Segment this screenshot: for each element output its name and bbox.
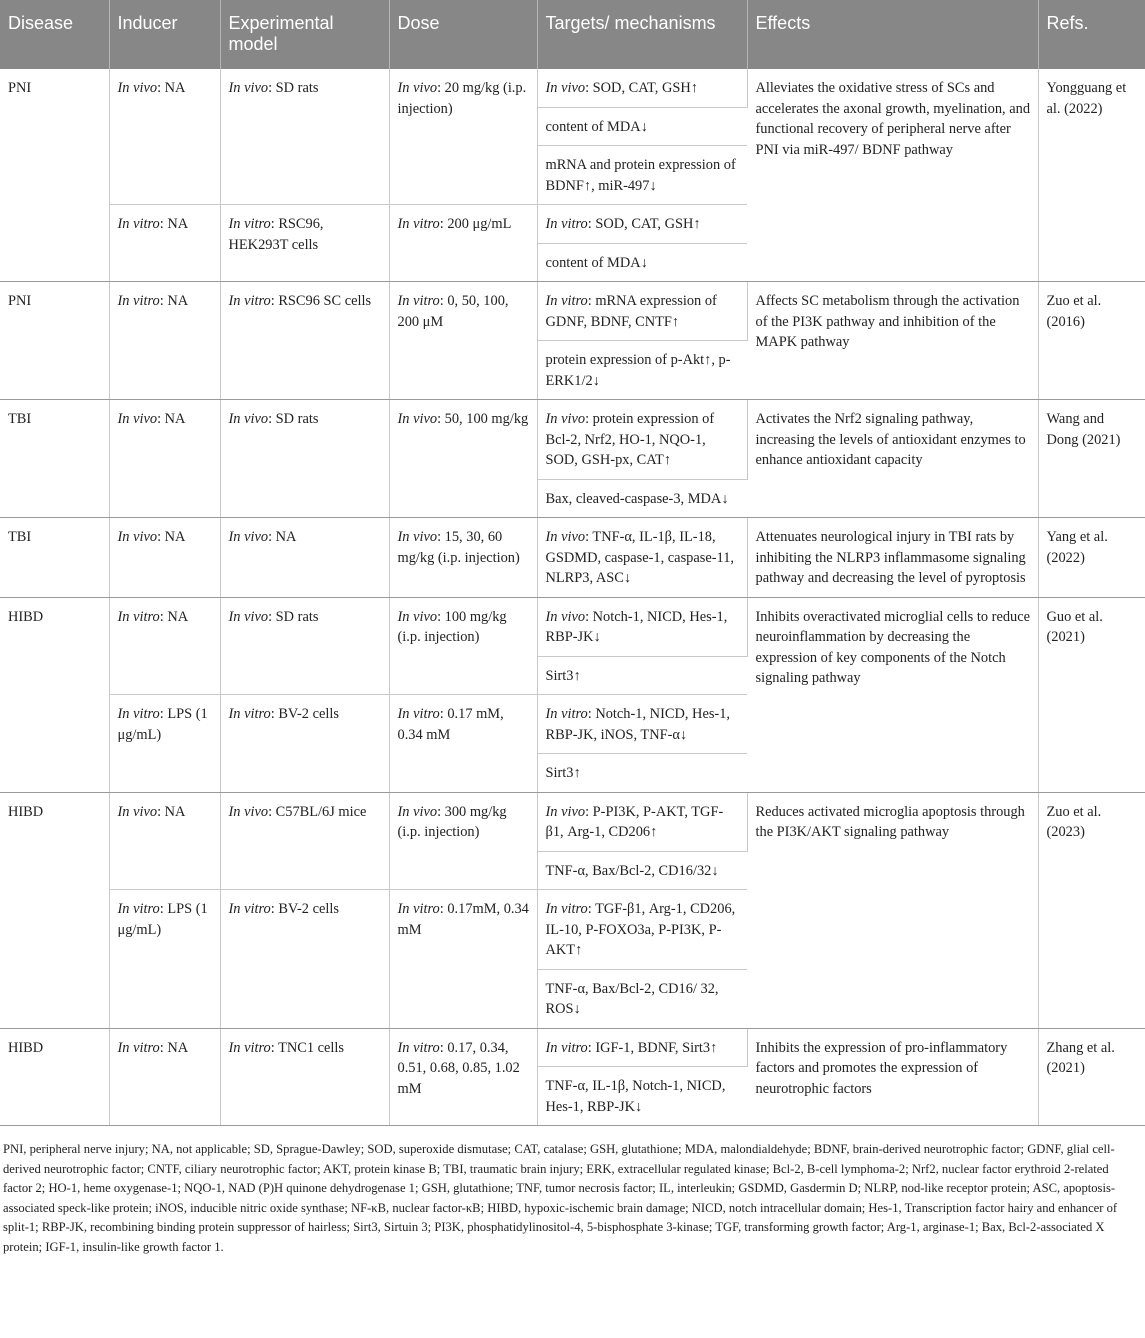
targets-cell	[537, 479, 747, 518]
model-prefix: In vitro	[228, 216, 271, 232]
targets-prefix: In vivo	[545, 411, 586, 427]
dose-prefix: In vitro	[397, 901, 440, 917]
disease-text: HIBD	[8, 608, 44, 625]
model-prefix: In vivo	[228, 529, 269, 545]
disease-cell	[0, 518, 109, 598]
disease-text: PNI	[8, 293, 32, 309]
refs-cell	[1038, 518, 1145, 598]
inducer-cell	[109, 695, 220, 793]
targets-text: : TGF-β1, Arg-1, CD206, IL-10, P-FOXO3a, P-PI3K, P-AKT↑	[545, 901, 736, 958]
header-row	[0, 0, 1145, 69]
inducer-text: : NA	[157, 803, 186, 820]
dose-cell	[389, 518, 537, 598]
targets-cell	[537, 597, 747, 656]
effects-cell	[747, 597, 1038, 792]
model-text: : C57BL/6J mice	[268, 803, 367, 820]
disease-cell	[0, 792, 109, 1028]
dose-prefix: In vivo	[397, 529, 438, 545]
targets-cell	[537, 792, 747, 851]
targets-text: content of MDA↓	[545, 118, 648, 135]
refs-text: Zuo et al. (2016)	[1046, 293, 1102, 330]
targets-text: TNF-α, IL-1β, Notch-1, NICD, Hes-1, RBP-JK↓	[545, 1078, 726, 1115]
dose-text: : 0.17mM, 0.34 mM	[397, 901, 529, 938]
effects-cell	[747, 1028, 1038, 1126]
targets-text: : SOD, CAT, GSH↑	[587, 216, 701, 232]
model-prefix: In vitro	[228, 901, 271, 917]
targets-cell	[537, 695, 747, 754]
targets-prefix: In vitro	[545, 901, 588, 917]
inducer-prefix: In vitro	[117, 706, 160, 722]
inducer-prefix: In vitro	[117, 216, 160, 232]
targets-prefix: In vitro	[545, 293, 588, 309]
table-body	[0, 69, 1145, 1126]
disease-text: TBI	[8, 529, 32, 545]
model-text: : NA	[268, 529, 297, 545]
inducer-prefix: In vivo	[117, 529, 158, 545]
refs-text: Zhang et al. (2021)	[1046, 1039, 1115, 1076]
targets-cell	[537, 282, 747, 341]
inducer-cell	[109, 1028, 220, 1126]
targets-text: : SOD, CAT, GSH↑	[585, 80, 698, 96]
inducer-text: : NA	[159, 293, 189, 309]
targets-prefix: In vivo	[545, 803, 586, 820]
table-footnote: PNI, peripheral nerve injury; NA, not applicable; SD, Sprague-Dawley; SOD, superoxide dismutase; CAT, catalase; GSH, glutathione; MDA, malondialdehyde; BDNF, brain-derived neurotrophic factor; GDNF, glial cell-derived neurotrophic factor; CNTF, ciliary neurotrophic factor; AKT, protein kinase B; TBI, traumatic brain injury; ERK, extracellular regulated kinase; Bcl-2, B-cell lymphoma-2; Nrf2, nuclear factor erythroid 2-related factor 2; HO-1, heme oxygenase-1; NQO-1, NAD (P)H quinone dehydrogenase 1; GSH, glutathione; TNF, tumor necrosis factor; IL, interleukin; GSDMD, Gasdermin D; NLRP, nod-like receptor protein; ASC, apoptosis-associated speck-like protein; iNOS, inducible nitric oxide synthase; NF-κB, nuclear factor-κB; HIBD, hypoxic-ischemic brain damage; NICD, notch intracellular domain; Hes-1, Transcription factor hairy and enhancer of split-1; RBP-JK, recombining binding protein suppressor of hairless; Sirt3, Sirtuin 3; PI3K, phosphatidylinositol-4, 5-bisphosphate 3-kinase; TGF, transforming growth factor; Arg-1, arginase-1; Bax, Bcl-2-associated X protein; IGF-1, insulin-like growth factor 1.	[3, 1142, 1118, 1254]
effects-text: Inhibits the expression of pro-inflammatory factors and promotes the expression of neurotrophic factors	[755, 1039, 1008, 1097]
dose-cell	[389, 597, 537, 695]
dose-cell	[389, 1028, 537, 1126]
disease-cell	[0, 400, 109, 518]
dose-prefix: In vivo	[397, 411, 438, 427]
inducer-text: : LPS (1 μg/mL)	[117, 706, 208, 743]
dose-cell	[389, 890, 537, 1029]
effects-cell	[747, 518, 1038, 598]
dose-text: : 15, 30, 60 mg/kg (i.p. injection)	[397, 529, 520, 566]
table-row	[0, 282, 1145, 341]
targets-cell	[537, 518, 747, 598]
targets-text: : protein expression of Bcl-2, Nrf2, HO-1, NQO-1, SOD, GSH-px, CAT↑	[545, 411, 715, 468]
effects-cell	[747, 792, 1038, 1028]
disease-text: HIBD	[8, 803, 44, 820]
header-disease: Disease	[0, 0, 109, 69]
effects-text: Reduces activated microglia apoptosis through the PI3K/AKT signaling pathway	[755, 803, 1025, 840]
dose-cell	[389, 695, 537, 793]
disease-cell	[0, 597, 109, 792]
targets-text: TNF-α, Bax/Bcl-2, CD16/ 32, ROS↓	[545, 980, 719, 1017]
dose-text: : 200 μg/mL	[439, 216, 512, 232]
effects-cell	[747, 400, 1038, 518]
header-refs: Refs.	[1038, 0, 1145, 69]
effects-text: Affects SC metabolism through the activation of the PI3K pathway and inhibition of the MAPK pathway	[755, 293, 1020, 350]
refs-cell	[1038, 792, 1145, 1028]
inducer-prefix: In vivo	[117, 411, 158, 427]
model-text: : TNC1 cells	[270, 1039, 345, 1056]
dose-prefix: In vitro	[397, 706, 440, 722]
targets-cell	[537, 243, 747, 282]
inducer-cell	[109, 890, 220, 1029]
table-row	[0, 69, 1145, 107]
inducer-prefix: In vitro	[117, 1039, 160, 1056]
inducer-text: : LPS (1 μg/mL)	[117, 901, 208, 938]
inducer-cell	[109, 597, 220, 695]
inducer-prefix: In vivo	[117, 803, 158, 820]
inducer-prefix: In vitro	[117, 293, 160, 309]
targets-text: mRNA and protein expression of BDNF↑, miR-497↓	[545, 157, 736, 194]
targets-text: TNF-α, Bax/Bcl-2, CD16/32↓	[545, 862, 719, 879]
targets-prefix: In vivo	[545, 80, 586, 96]
targets-text: Sirt3↑	[545, 667, 581, 684]
dose-text: : 20 mg/kg (i.p. injection)	[397, 80, 527, 117]
dose-text: : 50, 100 mg/kg	[437, 411, 529, 427]
model-text: : BV-2 cells	[270, 901, 339, 917]
targets-cell	[537, 69, 747, 107]
effects-cell	[747, 282, 1038, 400]
targets-cell	[537, 205, 747, 244]
dose-prefix: In vivo	[397, 608, 438, 625]
table-header	[0, 0, 1145, 69]
targets-text: : IGF-1, BDNF, Sirt3↑	[587, 1039, 718, 1056]
disease-text: HIBD	[8, 1039, 44, 1056]
model-prefix: In vitro	[228, 706, 271, 722]
targets-cell	[537, 400, 747, 480]
model-prefix: In vitro	[228, 293, 271, 309]
targets-text: : Notch-1, NICD, Hes-1, RBP-JK, iNOS, TNF-α↓	[545, 706, 731, 743]
refs-cell	[1038, 282, 1145, 400]
disease-text: TBI	[8, 411, 32, 427]
header-dose: Dose	[389, 0, 537, 69]
targets-cell	[537, 969, 747, 1028]
targets-text: content of MDA↓	[545, 254, 648, 271]
refs-cell	[1038, 597, 1145, 792]
targets-prefix: In vivo	[545, 529, 586, 545]
model-cell	[220, 792, 389, 890]
disease-text: PNI	[8, 80, 32, 96]
refs-cell	[1038, 400, 1145, 518]
effects-text: Alleviates the oxidative stress of SCs and accelerates the axonal growth, myelination, and functional recovery of peripheral nerve after PNI via miR-497/ BDNF pathway	[755, 80, 1031, 158]
targets-text: Bax, cleaved-caspase-3, MDA↓	[545, 490, 729, 507]
inducer-cell	[109, 205, 220, 282]
model-text: : RSC96, HEK293T cells	[228, 216, 324, 253]
dose-text: : 300 mg/kg (i.p. injection)	[397, 803, 507, 840]
effects-text: Inhibits overactivated microglial cells to reduce neuroinflammation by decreasing the expression of key components of the Notch signaling pathway	[755, 608, 1031, 686]
model-cell	[220, 890, 389, 1029]
targets-cell	[537, 107, 747, 146]
inducer-prefix: In vitro	[117, 608, 160, 625]
targets-prefix: In vitro	[545, 216, 588, 232]
disease-cell	[0, 69, 109, 282]
model-prefix: In vivo	[228, 411, 269, 427]
dose-cell	[389, 282, 537, 400]
inducer-cell	[109, 282, 220, 400]
inducer-prefix: In vivo	[117, 80, 158, 96]
model-prefix: In vitro	[228, 1039, 271, 1056]
dose-cell	[389, 400, 537, 518]
model-cell	[220, 69, 389, 205]
model-text: : SD rats	[268, 411, 319, 427]
targets-cell	[537, 754, 747, 793]
targets-cell	[537, 146, 747, 205]
header-inducer: Inducer	[109, 0, 220, 69]
targets-cell	[537, 656, 747, 695]
model-prefix: In vivo	[228, 80, 269, 96]
targets-text: protein expression of p-Akt↑, p-ERK1/2↓	[545, 352, 731, 389]
header-experimental-model: Experimental model	[220, 0, 389, 69]
targets-text: : Notch-1, NICD, Hes-1, RBP-JK↓	[545, 608, 728, 645]
model-cell	[220, 400, 389, 518]
model-text: : RSC96 SC cells	[270, 293, 372, 309]
inducer-cell	[109, 400, 220, 518]
dose-text: : 0.17, 0.34, 0.51, 0.68, 0.85, 1.02 mM	[397, 1039, 520, 1097]
table-row	[0, 597, 1145, 656]
refs-text: Yongguang et al. (2022)	[1046, 80, 1127, 117]
header-effects: Effects	[747, 0, 1038, 69]
targets-prefix: In vitro	[545, 706, 588, 722]
targets-cell	[537, 890, 747, 970]
dose-cell	[389, 205, 537, 282]
targets-prefix: In vivo	[545, 608, 586, 625]
table-row	[0, 518, 1145, 598]
targets-text: Sirt3↑	[545, 765, 581, 781]
model-cell	[220, 282, 389, 400]
targets-text: : TNF-α, IL-1β, IL-18, GSDMD, caspase-1, caspase-11, NLRP3, ASC↓	[545, 529, 734, 586]
refs-cell	[1038, 1028, 1145, 1126]
refs-text: Wang and Dong (2021)	[1046, 411, 1121, 448]
inducer-text: : NA	[159, 216, 189, 232]
model-cell	[220, 1028, 389, 1126]
model-cell	[220, 205, 389, 282]
dose-prefix: In vitro	[397, 216, 440, 232]
dose-prefix: In vitro	[397, 293, 440, 309]
targets-text: : mRNA expression of GDNF, BDNF, CNTF↑	[545, 293, 717, 330]
dose-prefix: In vivo	[397, 803, 438, 820]
targets-text: : P-PI3K, P-AKT, TGF-β1, Arg-1, CD206↑	[545, 803, 724, 840]
model-prefix: In vivo	[228, 608, 269, 625]
targets-cell	[537, 1067, 747, 1126]
inducer-text: : NA	[159, 1039, 189, 1056]
model-cell	[220, 518, 389, 598]
dose-cell	[389, 792, 537, 890]
model-prefix: In vivo	[228, 803, 269, 820]
refs-text: Guo et al. (2021)	[1046, 608, 1103, 645]
targets-cell	[537, 1028, 747, 1067]
table-row	[0, 792, 1145, 851]
dose-text: : 0, 50, 100, 200 μM	[397, 293, 509, 330]
inducer-cell	[109, 792, 220, 890]
targets-cell	[537, 851, 747, 890]
header-targets-mechanisms: Targets/ mechanisms	[537, 0, 747, 69]
effects-cell	[747, 69, 1038, 282]
inducer-prefix: In vitro	[117, 901, 160, 917]
table-row	[0, 400, 1145, 480]
effects-text: Activates the Nrf2 signaling pathway, increasing the levels of antioxidant enzymes to enhance antioxidant capacity	[755, 411, 1026, 468]
inducer-text: : NA	[159, 608, 189, 625]
targets-cell	[537, 341, 747, 400]
refs-text: Zuo et al. (2023)	[1046, 803, 1102, 840]
inducer-text: : NA	[157, 529, 186, 545]
inducer-cell	[109, 69, 220, 205]
dose-cell	[389, 69, 537, 205]
refs-text: Yang et al. (2022)	[1046, 529, 1108, 566]
inducer-cell	[109, 518, 220, 598]
model-cell	[220, 695, 389, 793]
disease-cell	[0, 1028, 109, 1126]
model-cell	[220, 597, 389, 695]
dose-prefix: In vitro	[397, 1039, 440, 1056]
dose-text: : 0.17 mM, 0.34 mM	[397, 706, 504, 743]
model-text: : BV-2 cells	[270, 706, 339, 722]
dose-prefix: In vivo	[397, 80, 438, 96]
refs-cell	[1038, 69, 1145, 282]
table-row	[0, 1028, 1145, 1067]
model-text: : SD rats	[268, 80, 319, 96]
effects-text: Attenuates neurological injury in TBI rats by inhibiting the NLRP3 inflammasome signaling pathway and decreasing the level of pyroptosis	[755, 529, 1026, 586]
dose-text: : 100 mg/kg (i.p. injection)	[397, 608, 507, 645]
inducer-text: : NA	[157, 411, 186, 427]
model-text: : SD rats	[268, 608, 319, 625]
inducer-text: : NA	[157, 80, 186, 96]
targets-prefix: In vitro	[545, 1039, 588, 1056]
disease-cell	[0, 282, 109, 400]
